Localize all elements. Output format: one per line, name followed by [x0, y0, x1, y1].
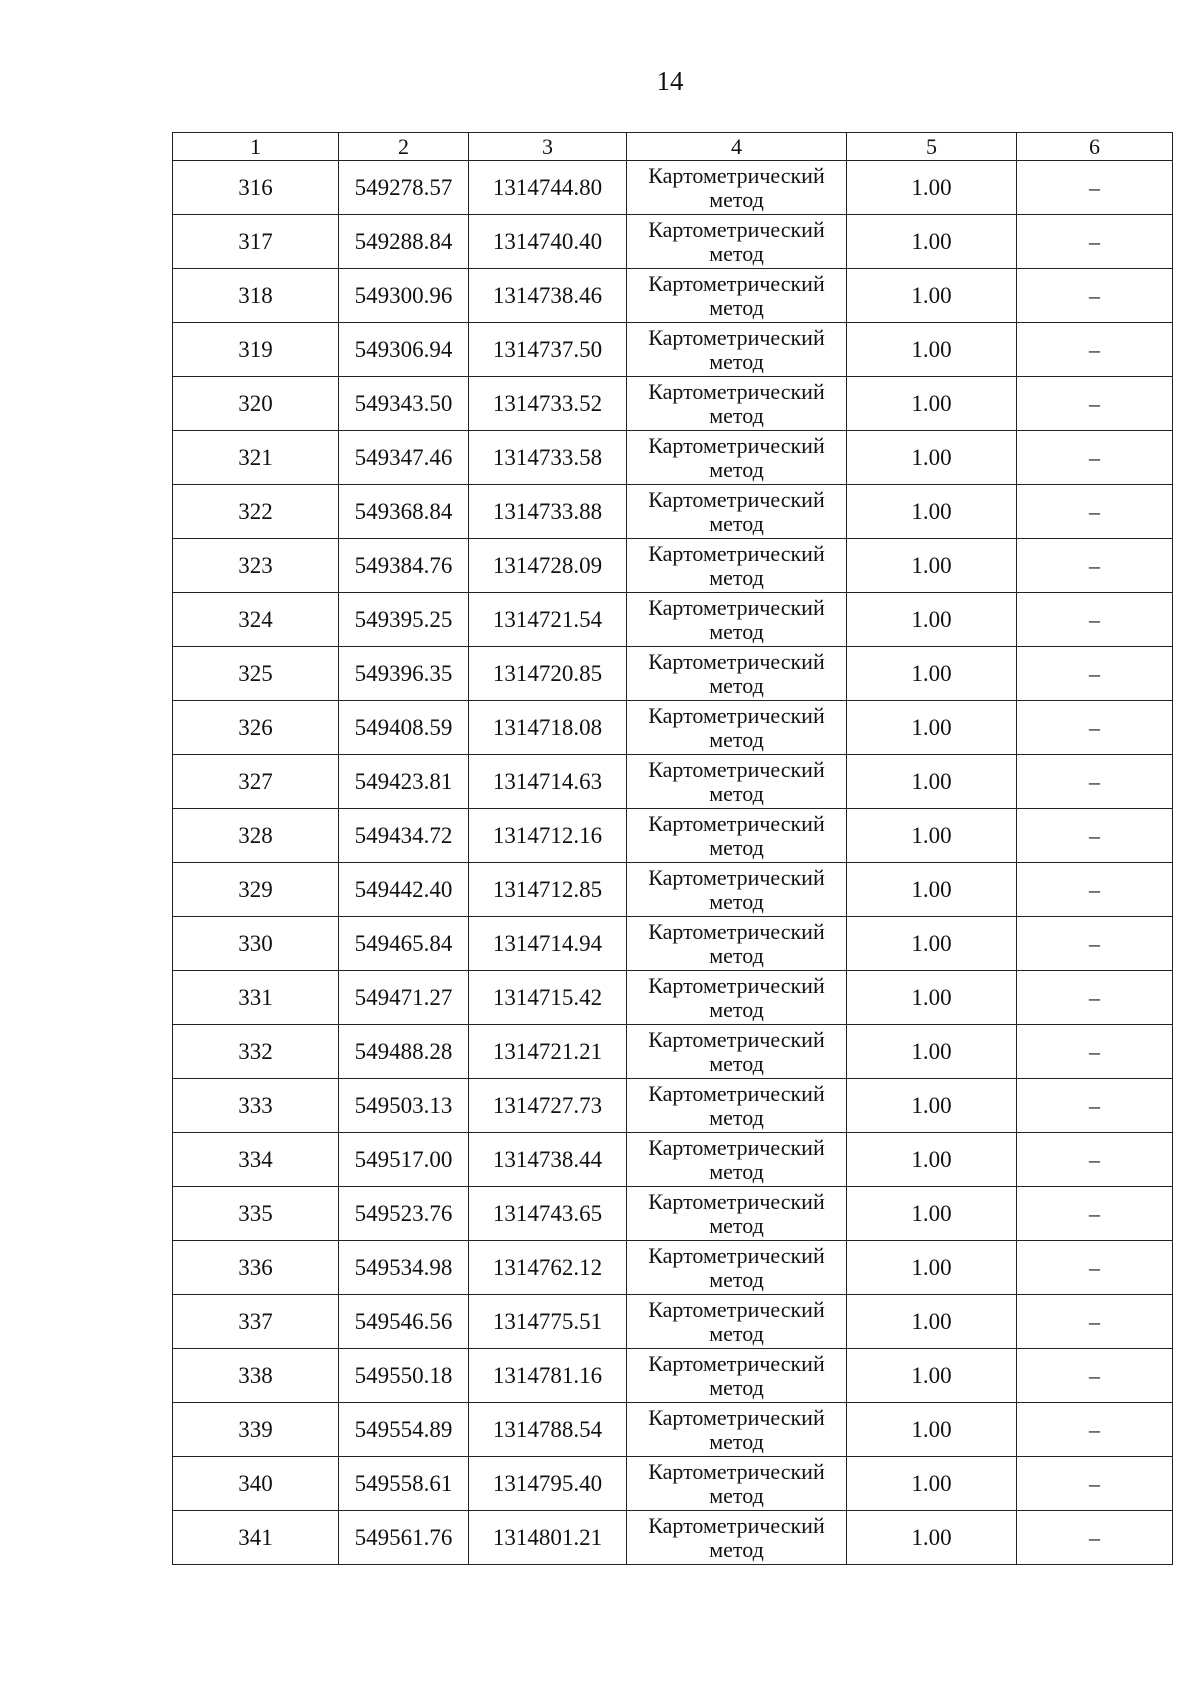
- method-line-1: Картометрический: [648, 1242, 825, 1268]
- note-cell: –: [1017, 1079, 1173, 1133]
- note-cell: –: [1017, 377, 1173, 431]
- y-coordinate-cell: 1314712.16: [469, 809, 627, 863]
- y-coordinate-cell: 1314721.21: [469, 1025, 627, 1079]
- y-coordinate-cell: 1314740.40: [469, 215, 627, 269]
- header-cell-1: 1: [173, 133, 339, 161]
- note-cell: –: [1017, 1025, 1173, 1079]
- method-cell: [627, 1025, 847, 1079]
- method-line-2: метод: [709, 942, 764, 968]
- accuracy-cell: 1.00: [847, 1241, 1017, 1295]
- note-cell: –: [1017, 1187, 1173, 1241]
- method-line-2: метод: [709, 564, 764, 590]
- accuracy-cell: 1.00: [847, 1133, 1017, 1187]
- accuracy-cell: 1.00: [847, 755, 1017, 809]
- method-cell: [627, 431, 847, 485]
- method-line-2: метод: [709, 1266, 764, 1292]
- method-cell: [627, 485, 847, 539]
- table-row: [173, 863, 1173, 917]
- point-number-cell: 334: [173, 1133, 339, 1187]
- note-cell: –: [1017, 215, 1173, 269]
- y-coordinate-cell: 1314714.63: [469, 755, 627, 809]
- accuracy-cell: 1.00: [847, 539, 1017, 593]
- accuracy-cell: 1.00: [847, 431, 1017, 485]
- note-cell: –: [1017, 1241, 1173, 1295]
- x-coordinate-cell: 549554.89: [339, 1403, 469, 1457]
- method-cell: [627, 377, 847, 431]
- x-coordinate-cell: 549278.57: [339, 161, 469, 215]
- table-row: [173, 1025, 1173, 1079]
- y-coordinate-cell: 1314744.80: [469, 161, 627, 215]
- method-cell: [627, 1403, 847, 1457]
- note-cell: –: [1017, 1403, 1173, 1457]
- method-line-1: Картометрический: [648, 378, 825, 404]
- note-cell: –: [1017, 161, 1173, 215]
- accuracy-cell: 1.00: [847, 1511, 1017, 1565]
- x-coordinate-cell: 549517.00: [339, 1133, 469, 1187]
- x-coordinate-cell: 549534.98: [339, 1241, 469, 1295]
- note-cell: –: [1017, 431, 1173, 485]
- method-line-1: Картометрический: [648, 864, 825, 890]
- method-cell: [627, 269, 847, 323]
- point-number-cell: 323: [173, 539, 339, 593]
- point-number-cell: 318: [173, 269, 339, 323]
- method-cell: [627, 323, 847, 377]
- accuracy-cell: 1.00: [847, 1457, 1017, 1511]
- accuracy-cell: 1.00: [847, 701, 1017, 755]
- note-cell: –: [1017, 1511, 1173, 1565]
- method-line-2: метод: [709, 834, 764, 860]
- x-coordinate-cell: 549523.76: [339, 1187, 469, 1241]
- method-cell: [627, 755, 847, 809]
- note-cell: –: [1017, 593, 1173, 647]
- table-row: [173, 269, 1173, 323]
- accuracy-cell: 1.00: [847, 269, 1017, 323]
- note-cell: –: [1017, 485, 1173, 539]
- accuracy-cell: 1.00: [847, 1349, 1017, 1403]
- method-line-1: Картометрический: [648, 1512, 825, 1538]
- x-coordinate-cell: 549306.94: [339, 323, 469, 377]
- accuracy-cell: 1.00: [847, 1079, 1017, 1133]
- note-cell: –: [1017, 1133, 1173, 1187]
- method-cell: [627, 161, 847, 215]
- x-coordinate-cell: 549471.27: [339, 971, 469, 1025]
- x-coordinate-cell: 549396.35: [339, 647, 469, 701]
- method-line-1: Картометрический: [648, 810, 825, 836]
- accuracy-cell: 1.00: [847, 1187, 1017, 1241]
- header-cell-5: 5: [847, 133, 1017, 161]
- method-line-2: метод: [709, 1536, 764, 1562]
- y-coordinate-cell: 1314728.09: [469, 539, 627, 593]
- method-cell: [627, 1349, 847, 1403]
- y-coordinate-cell: 1314733.52: [469, 377, 627, 431]
- method-line-2: метод: [709, 1482, 764, 1508]
- accuracy-cell: 1.00: [847, 323, 1017, 377]
- point-number-cell: 333: [173, 1079, 339, 1133]
- method-line-2: метод: [709, 1104, 764, 1130]
- point-number-cell: 320: [173, 377, 339, 431]
- accuracy-cell: 1.00: [847, 647, 1017, 701]
- accuracy-cell: 1.00: [847, 161, 1017, 215]
- method-line-1: Картометрический: [648, 216, 825, 242]
- point-number-cell: 328: [173, 809, 339, 863]
- accuracy-cell: 1.00: [847, 1025, 1017, 1079]
- table-row: [173, 431, 1173, 485]
- x-coordinate-cell: 549558.61: [339, 1457, 469, 1511]
- table-row: [173, 1403, 1173, 1457]
- y-coordinate-cell: 1314738.46: [469, 269, 627, 323]
- note-cell: –: [1017, 269, 1173, 323]
- table-row: [173, 701, 1173, 755]
- point-number-cell: 327: [173, 755, 339, 809]
- method-line-1: Картометрический: [648, 1134, 825, 1160]
- method-line-2: метод: [709, 996, 764, 1022]
- point-number-cell: 324: [173, 593, 339, 647]
- y-coordinate-cell: 1314721.54: [469, 593, 627, 647]
- point-number-cell: 336: [173, 1241, 339, 1295]
- x-coordinate-cell: 549546.56: [339, 1295, 469, 1349]
- point-number-cell: 317: [173, 215, 339, 269]
- x-coordinate-cell: 549488.28: [339, 1025, 469, 1079]
- accuracy-cell: 1.00: [847, 215, 1017, 269]
- method-cell: [627, 1295, 847, 1349]
- x-coordinate-cell: 549442.40: [339, 863, 469, 917]
- method-line-1: Картометрический: [648, 432, 825, 458]
- accuracy-cell: 1.00: [847, 593, 1017, 647]
- accuracy-cell: 1.00: [847, 485, 1017, 539]
- table-row: [173, 539, 1173, 593]
- y-coordinate-cell: 1314718.08: [469, 701, 627, 755]
- coordinates-table: [172, 132, 1173, 1565]
- method-line-1: Картометрический: [648, 1404, 825, 1430]
- y-coordinate-cell: 1314781.16: [469, 1349, 627, 1403]
- point-number-cell: 332: [173, 1025, 339, 1079]
- point-number-cell: 335: [173, 1187, 339, 1241]
- y-coordinate-cell: 1314737.50: [469, 323, 627, 377]
- method-line-2: метод: [709, 186, 764, 212]
- method-cell: [627, 1079, 847, 1133]
- method-line-1: Картометрический: [648, 1458, 825, 1484]
- note-cell: –: [1017, 1295, 1173, 1349]
- y-coordinate-cell: 1314795.40: [469, 1457, 627, 1511]
- method-line-2: метод: [709, 1158, 764, 1184]
- method-cell: [627, 539, 847, 593]
- x-coordinate-cell: 549408.59: [339, 701, 469, 755]
- accuracy-cell: 1.00: [847, 917, 1017, 971]
- method-line-1: Картометрический: [648, 162, 825, 188]
- method-line-1: Картометрический: [648, 756, 825, 782]
- note-cell: –: [1017, 701, 1173, 755]
- point-number-cell: 340: [173, 1457, 339, 1511]
- table-row: [173, 215, 1173, 269]
- y-coordinate-cell: 1314775.51: [469, 1295, 627, 1349]
- method-line-1: Картометрический: [648, 702, 825, 728]
- y-coordinate-cell: 1314712.85: [469, 863, 627, 917]
- x-coordinate-cell: 549423.81: [339, 755, 469, 809]
- y-coordinate-cell: 1314715.42: [469, 971, 627, 1025]
- y-coordinate-cell: 1314720.85: [469, 647, 627, 701]
- table-row: [173, 647, 1173, 701]
- point-number-cell: 330: [173, 917, 339, 971]
- table-row: [173, 377, 1173, 431]
- table-row: [173, 1133, 1173, 1187]
- method-cell: [627, 1187, 847, 1241]
- accuracy-cell: 1.00: [847, 809, 1017, 863]
- header-cell-4: 4: [627, 133, 847, 161]
- x-coordinate-cell: 549561.76: [339, 1511, 469, 1565]
- method-cell: [627, 593, 847, 647]
- method-line-1: Картометрический: [648, 648, 825, 674]
- method-line-2: метод: [709, 1212, 764, 1238]
- table-row: [173, 161, 1173, 215]
- header-row: [173, 133, 1173, 161]
- note-cell: –: [1017, 1457, 1173, 1511]
- y-coordinate-cell: 1314788.54: [469, 1403, 627, 1457]
- table-row: [173, 323, 1173, 377]
- method-cell: [627, 917, 847, 971]
- method-line-2: метод: [709, 618, 764, 644]
- note-cell: –: [1017, 863, 1173, 917]
- method-line-1: Картометрический: [648, 1296, 825, 1322]
- x-coordinate-cell: 549503.13: [339, 1079, 469, 1133]
- method-line-2: метод: [709, 672, 764, 698]
- method-line-1: Картометрический: [648, 270, 825, 296]
- note-cell: –: [1017, 647, 1173, 701]
- note-cell: –: [1017, 917, 1173, 971]
- method-line-1: Картометрический: [648, 324, 825, 350]
- method-line-1: Картометрический: [648, 1080, 825, 1106]
- point-number-cell: 337: [173, 1295, 339, 1349]
- method-cell: [627, 1457, 847, 1511]
- table-row: [173, 1241, 1173, 1295]
- table-body: [173, 161, 1173, 1565]
- method-cell: [627, 1133, 847, 1187]
- table-row: [173, 1079, 1173, 1133]
- note-cell: –: [1017, 971, 1173, 1025]
- table-row: [173, 755, 1173, 809]
- table-row: [173, 971, 1173, 1025]
- method-line-1: Картометрический: [648, 972, 825, 998]
- accuracy-cell: 1.00: [847, 971, 1017, 1025]
- table-header: [173, 133, 1173, 161]
- method-line-1: Картометрический: [648, 918, 825, 944]
- note-cell: –: [1017, 1349, 1173, 1403]
- point-number-cell: 339: [173, 1403, 339, 1457]
- x-coordinate-cell: 549395.25: [339, 593, 469, 647]
- header-cell-6: 6: [1017, 133, 1173, 161]
- method-line-1: Картометрический: [648, 486, 825, 512]
- y-coordinate-cell: 1314733.88: [469, 485, 627, 539]
- method-line-2: метод: [709, 456, 764, 482]
- y-coordinate-cell: 1314714.94: [469, 917, 627, 971]
- table-row: [173, 1511, 1173, 1565]
- point-number-cell: 321: [173, 431, 339, 485]
- method-line-2: метод: [709, 780, 764, 806]
- note-cell: –: [1017, 809, 1173, 863]
- y-coordinate-cell: 1314762.12: [469, 1241, 627, 1295]
- table-row: [173, 1295, 1173, 1349]
- method-line-2: метод: [709, 348, 764, 374]
- method-line-2: метод: [709, 1320, 764, 1346]
- x-coordinate-cell: 549343.50: [339, 377, 469, 431]
- method-line-2: метод: [709, 402, 764, 428]
- y-coordinate-cell: 1314743.65: [469, 1187, 627, 1241]
- point-number-cell: 331: [173, 971, 339, 1025]
- header-cell-3: 3: [469, 133, 627, 161]
- method-cell: [627, 701, 847, 755]
- method-line-2: метод: [709, 1050, 764, 1076]
- point-number-cell: 322: [173, 485, 339, 539]
- table-row: [173, 1187, 1173, 1241]
- x-coordinate-cell: 549465.84: [339, 917, 469, 971]
- method-line-2: метод: [709, 294, 764, 320]
- y-coordinate-cell: 1314733.58: [469, 431, 627, 485]
- method-line-2: метод: [709, 510, 764, 536]
- x-coordinate-cell: 549347.46: [339, 431, 469, 485]
- y-coordinate-cell: 1314738.44: [469, 1133, 627, 1187]
- point-number-cell: 338: [173, 1349, 339, 1403]
- note-cell: –: [1017, 539, 1173, 593]
- y-coordinate-cell: 1314801.21: [469, 1511, 627, 1565]
- method-line-1: Картометрический: [648, 1026, 825, 1052]
- point-number-cell: 329: [173, 863, 339, 917]
- point-number-cell: 316: [173, 161, 339, 215]
- table-row: [173, 917, 1173, 971]
- x-coordinate-cell: 549368.84: [339, 485, 469, 539]
- method-line-2: метод: [709, 240, 764, 266]
- accuracy-cell: 1.00: [847, 1403, 1017, 1457]
- method-line-1: Картометрический: [648, 540, 825, 566]
- method-line-1: Картометрический: [648, 1188, 825, 1214]
- method-line-1: Картометрический: [648, 1350, 825, 1376]
- page-number: 14: [656, 66, 684, 96]
- method-line-2: метод: [709, 888, 764, 914]
- table-row: [173, 1349, 1173, 1403]
- point-number-cell: 341: [173, 1511, 339, 1565]
- note-cell: –: [1017, 755, 1173, 809]
- x-coordinate-cell: 549300.96: [339, 269, 469, 323]
- method-line-2: метод: [709, 1428, 764, 1454]
- note-cell: –: [1017, 323, 1173, 377]
- header-cell-2: 2: [339, 133, 469, 161]
- method-line-2: метод: [709, 1374, 764, 1400]
- y-coordinate-cell: 1314727.73: [469, 1079, 627, 1133]
- method-cell: [627, 1511, 847, 1565]
- point-number-cell: 326: [173, 701, 339, 755]
- x-coordinate-cell: 549288.84: [339, 215, 469, 269]
- method-cell: [627, 1241, 847, 1295]
- point-number-cell: 325: [173, 647, 339, 701]
- method-cell: [627, 809, 847, 863]
- method-cell: [627, 863, 847, 917]
- table-row: [173, 593, 1173, 647]
- method-line-2: метод: [709, 726, 764, 752]
- method-line-1: Картометрический: [648, 594, 825, 620]
- x-coordinate-cell: 549550.18: [339, 1349, 469, 1403]
- method-cell: [627, 647, 847, 701]
- table-row: [173, 809, 1173, 863]
- table-row: [173, 1457, 1173, 1511]
- table-row: [173, 485, 1173, 539]
- accuracy-cell: 1.00: [847, 1295, 1017, 1349]
- method-cell: [627, 971, 847, 1025]
- point-number-cell: 319: [173, 323, 339, 377]
- x-coordinate-cell: 549384.76: [339, 539, 469, 593]
- x-coordinate-cell: 549434.72: [339, 809, 469, 863]
- accuracy-cell: 1.00: [847, 377, 1017, 431]
- accuracy-cell: 1.00: [847, 863, 1017, 917]
- method-cell: [627, 215, 847, 269]
